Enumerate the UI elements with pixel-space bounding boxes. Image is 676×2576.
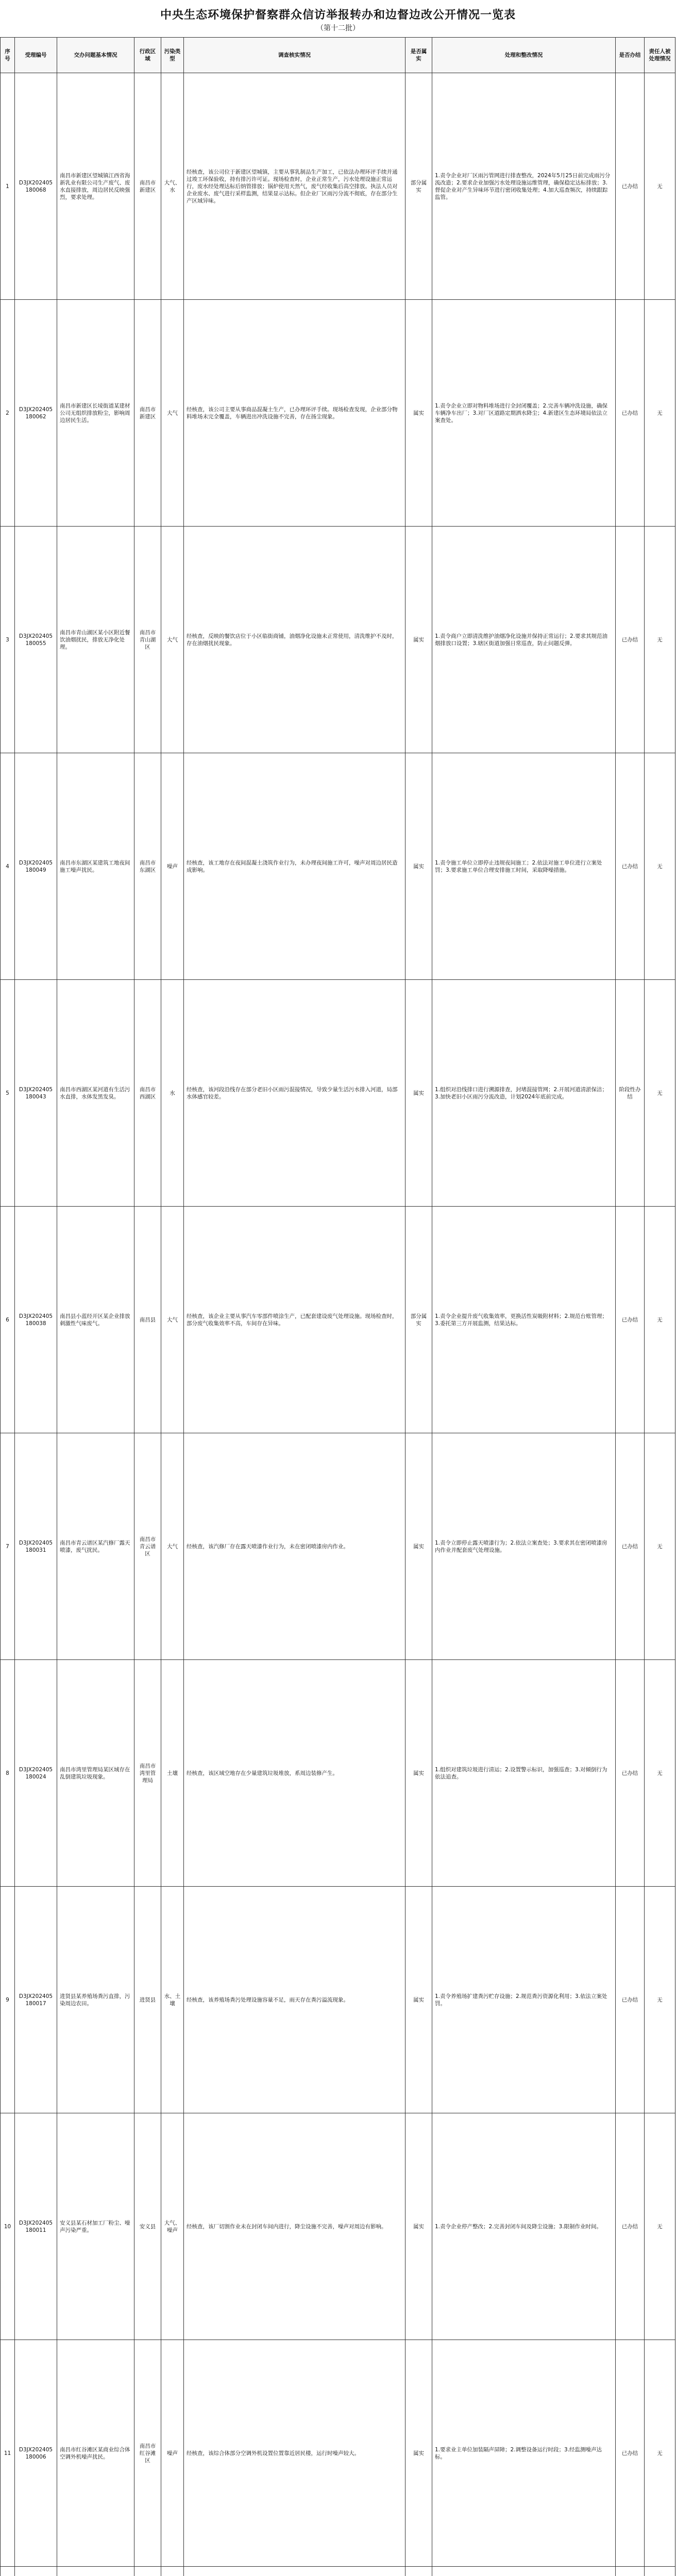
row-punish: 无	[645, 300, 675, 527]
row-finding: 经核查，该养殖场粪污处理设施容量不足，雨天存在粪污溢流现象。	[184, 1887, 405, 2113]
row-result: 1.责令企业停产整改；2.完善封闭车间及降尘设施；3.限制作业时间。	[432, 2113, 616, 2340]
row-issue	[57, 2567, 134, 2576]
table-row	[1, 2113, 675, 2340]
row-punish: 无	[645, 527, 675, 753]
row-region: 南昌市红谷滩区	[134, 2340, 161, 2567]
row-id: D3JX202405180049	[15, 753, 57, 980]
row-no: 9	[1, 1887, 15, 2113]
row-done	[616, 2567, 645, 2576]
row-region: 南昌市青云谱区	[134, 1433, 161, 1660]
row-issue: 南昌市东湖区某建筑工地夜间施工噪声扰民。	[57, 753, 134, 980]
row-no: 1	[1, 73, 15, 300]
row-no: 6	[1, 1207, 15, 1433]
row-punish: 无	[645, 1207, 675, 1433]
row-id: D3JX202405180031	[15, 1433, 57, 1660]
row-done: 已办结	[616, 73, 645, 300]
row-type: 大气	[161, 1433, 184, 1660]
row-done: 已办结	[616, 753, 645, 980]
row-done: 已办结	[616, 1660, 645, 1887]
row-id	[15, 2567, 57, 2576]
row-issue: 南昌市青云谱区某汽修厂露天喷漆，废气扰民。	[57, 1433, 134, 1660]
table-row	[1, 1660, 675, 1887]
row-result: 1.责令立即停止露天喷漆行为；2.依法立案查处；3.要求其在密闭喷漆房内作业并配套废气处理设施。	[432, 1433, 616, 1660]
header-region: 行政区域	[134, 38, 161, 73]
header-done: 是否办结	[616, 38, 645, 73]
row-finding: 经核查，该汽修厂存在露天喷漆作业行为，未在密闭喷漆房内作业。	[184, 1433, 405, 1660]
table-row	[1, 1887, 675, 2113]
header-result: 处理和整改情况	[432, 38, 616, 73]
row-issue: 南昌市青山湖区某小区附近餐饮油烟扰民，排放无净化处理。	[57, 527, 134, 753]
row-punish: 无	[645, 1887, 675, 2113]
row-finding: 经核查，该公司主要从事商品混凝土生产，已办理环评手续。现场检查发现，企业部分物料堆场未完全覆盖，车辆进出冲洗设施不完善，存在扬尘现象。	[184, 300, 405, 527]
row-result: 1.组织对建筑垃圾进行清运；2.设置警示标识，加强巡查；3.对倾倒行为依法追查。	[432, 1660, 616, 1887]
row-done: 阶段性办结	[616, 980, 645, 1207]
row-region: 南昌市东湖区	[134, 753, 161, 980]
header-id: 受理编号	[15, 38, 57, 73]
row-type: 大气、水	[161, 73, 184, 300]
row-no: 5	[1, 980, 15, 1207]
table-row	[1, 980, 675, 1207]
row-done: 已办结	[616, 2113, 645, 2340]
row-result: 1.组织对沿线排口进行溯源排查，封堵混接管网；2.开展河道清淤保洁；3.加快老旧小区雨污分流改造，计划2024年底前完成。	[432, 980, 616, 1207]
row-true: 属实	[405, 753, 432, 980]
row-punish: 无	[645, 1660, 675, 1887]
row-done: 已办结	[616, 2340, 645, 2567]
row-no: 2	[1, 300, 15, 527]
row-punish: 无	[645, 2340, 675, 2567]
header-no: 序号	[1, 38, 15, 73]
row-no: 7	[1, 1433, 15, 1660]
row-type: 水	[161, 980, 184, 1207]
header-issue: 交办问题基本情况	[57, 38, 134, 73]
row-type: 噪声	[161, 2340, 184, 2567]
row-no: 4	[1, 753, 15, 980]
row-type: 大气	[161, 527, 184, 753]
header-type: 污染类型	[161, 38, 184, 73]
row-finding: 经核查，该区域空地存在少量建筑垃圾堆放，系周边装修产生。	[184, 1660, 405, 1887]
row-region: 进贤县	[134, 1887, 161, 2113]
header-true: 是否属实	[405, 38, 432, 73]
row-region: 南昌市湾里管理局	[134, 1660, 161, 1887]
row-true: 属实	[405, 2113, 432, 2340]
row-done: 已办结	[616, 1433, 645, 1660]
row-id: D3JX202405180017	[15, 1887, 57, 2113]
row-id: D3JX202405180006	[15, 2340, 57, 2567]
row-id: D3JX202405180038	[15, 1207, 57, 1433]
row-id: D3JX202405180024	[15, 1660, 57, 1887]
row-true: 属实	[405, 2340, 432, 2567]
row-done: 已办结	[616, 1887, 645, 2113]
row-finding: 经核查，该厂切割作业未在封闭车间内进行，降尘设施不完善，噪声对周边有影响。	[184, 2113, 405, 2340]
row-result: 1.责令养殖场扩建粪污贮存设施；2.规范粪污资源化利用；3.依法立案处罚。	[432, 1887, 616, 2113]
row-finding: 经核查，反映的餐饮店位于小区临街商铺，油烟净化设施未正常使用，清洗维护不及时，存在油烟扰民现象。	[184, 527, 405, 753]
row-true: 属实	[405, 1660, 432, 1887]
row-type: 大气	[161, 300, 184, 527]
table-row	[1, 2567, 675, 2576]
table-row	[1, 527, 675, 753]
row-type: 大气、噪声	[161, 2113, 184, 2340]
row-done: 已办结	[616, 300, 645, 527]
row-region: 南昌市青山湖区	[134, 527, 161, 753]
row-punish: 无	[645, 2113, 675, 2340]
row-true: 部分属实	[405, 73, 432, 300]
row-id: D3JX202405180062	[15, 300, 57, 527]
row-done: 已办结	[616, 527, 645, 753]
row-no: 3	[1, 527, 15, 753]
row-true: 属实	[405, 1433, 432, 1660]
row-type: 大气	[161, 1207, 184, 1433]
header-punish: 责任人被处理情况	[645, 38, 675, 73]
row-finding	[184, 2567, 405, 2576]
row-region: 南昌市西湖区	[134, 980, 161, 1207]
table-row	[1, 73, 675, 300]
row-issue: 进贤县某养殖场粪污直排，污染周边农田。	[57, 1887, 134, 2113]
row-type: 噪声	[161, 753, 184, 980]
header-finding: 调查核实情况	[184, 38, 405, 73]
row-result: 1.责令企业提升废气收集效率，更换活性炭吸附材料；2.规范台账管理；3.委托第三方开展监测，结果达标。	[432, 1207, 616, 1433]
row-true: 属实	[405, 527, 432, 753]
table-row	[1, 2340, 675, 2567]
row-no: 10	[1, 2113, 15, 2340]
row-true: 属实	[405, 1887, 432, 2113]
row-finding: 经核查，该工地存在夜间混凝土浇筑作业行为，未办理夜间施工许可，噪声对周边居民造成影响。	[184, 753, 405, 980]
table-row	[1, 300, 675, 527]
row-region: 南昌市新建区	[134, 73, 161, 300]
row-type	[161, 2567, 184, 2576]
table-row	[1, 753, 675, 980]
row-true	[405, 2567, 432, 2576]
row-issue: 安义县某石材加工厂粉尘、噪声污染严重。	[57, 2113, 134, 2340]
row-result	[432, 2567, 616, 2576]
row-issue: 南昌市西湖区某河道有生活污水直排，水体发黑发臭。	[57, 980, 134, 1207]
table-row	[1, 1207, 675, 1433]
row-region: 安义县	[134, 2113, 161, 2340]
row-result: 1.要求业主单位加装隔声屏障；2.调整设备运行时段；3.经监测噪声达标。	[432, 2340, 616, 2567]
row-finding: 经核查，该河段沿线存在部分老旧小区雨污混接情况，导致少量生活污水排入河道，局部水体感官较差。	[184, 980, 405, 1207]
row-punish: 无	[645, 980, 675, 1207]
row-no: 8	[1, 1660, 15, 1887]
row-finding: 经核查，该企业主要从事汽车零部件喷涂生产，已配套建设废气处理设施。现场检查时，部分废气收集效率不高，车间存在异味。	[184, 1207, 405, 1433]
row-id: D3JX202405180043	[15, 980, 57, 1207]
row-result: 1.责令商户立即清洗维护油烟净化设施并保持正常运行；2.要求其规范油烟排放口设置；3.辖区街道加强日常巡查，防止问题反弹。	[432, 527, 616, 753]
row-region: 南昌市新建区	[134, 300, 161, 527]
row-region	[134, 2567, 161, 2576]
row-true: 部分属实	[405, 1207, 432, 1433]
row-punish: 无	[645, 73, 675, 300]
row-true: 属实	[405, 300, 432, 527]
row-issue: 南昌市新建区长堎街道某建材公司无组织排放粉尘，影响周边居民生活。	[57, 300, 134, 527]
row-id: D3JX202405180068	[15, 73, 57, 300]
row-issue: 南昌市湾里管理局某区域存在乱倒建筑垃圾现象。	[57, 1660, 134, 1887]
row-type: 水、土壤	[161, 1887, 184, 2113]
row-finding: 经核查，该综合体部分空调外机设置位置靠近居民楼，运行时噪声较大。	[184, 2340, 405, 2567]
row-type: 土壤	[161, 1660, 184, 1887]
row-true: 属实	[405, 980, 432, 1207]
page-subtitle: （第十二批）	[316, 24, 360, 32]
row-punish: 无	[645, 1433, 675, 1660]
row-region: 南昌县	[134, 1207, 161, 1433]
row-no: 11	[1, 2340, 15, 2567]
row-id: D3JX202405180055	[15, 527, 57, 753]
row-result: 1.责令企业立即对物料堆场进行全封闭覆盖；2.完善车辆冲洗设施，确保车辆净车出厂；3.对厂区道路定期洒水降尘；4.新建区生态环境局依法立案查处。	[432, 300, 616, 527]
row-no	[1, 2567, 15, 2576]
row-result: 1.责令施工单位立即停止违规夜间施工；2.依法对施工单位进行立案处罚；3.要求施工单位合理安排施工时间，采取降噪措施。	[432, 753, 616, 980]
row-finding: 经核查，该公司位于新建区望城镇，主要从事乳制品生产加工，已依法办理环评手续并通过竣工环保验收，持有排污许可证。现场检查时，企业正常生产，污水处理设施正常运行，废水经处理达标后纳管排放；锅炉使用天然气，废气经收集后高空排放。执法人员对企业废水、废气进行采样监测，结果显示达标。但企业厂区雨污分流不彻底，存在部分生产区域异味。	[184, 73, 405, 300]
table-header-row	[1, 38, 675, 73]
row-issue: 南昌市新建区望城镇江西省海新乳业有限公司生产废气、废水直接排放，周边居民反映强烈，要求处理。	[57, 73, 134, 300]
row-punish: 无	[645, 753, 675, 980]
row-id: D3JX202405180011	[15, 2113, 57, 2340]
page-title: 中央生态环境保护督察群众信访举报转办和边督边改公开情况一览表	[160, 9, 516, 22]
row-issue: 南昌市红谷滩区某商业综合体空调外机噪声扰民。	[57, 2340, 134, 2567]
table-row	[1, 1433, 675, 1660]
row-punish	[645, 2567, 675, 2576]
row-done: 已办结	[616, 1207, 645, 1433]
row-result: 1.责令企业对厂区雨污管网进行排查整改，2024年5月25日前完成雨污分流改造；2.要求企业加强污水处理设施运维管理，确保稳定达标排放；3.督促企业对产生异味环节进行密闭收集处理；4.加大巡查频次，持续跟踪监管。	[432, 73, 616, 300]
row-issue: 南昌县小蓝经开区某企业排放刺激性气味废气。	[57, 1207, 134, 1433]
disclosure-table	[0, 37, 675, 2576]
